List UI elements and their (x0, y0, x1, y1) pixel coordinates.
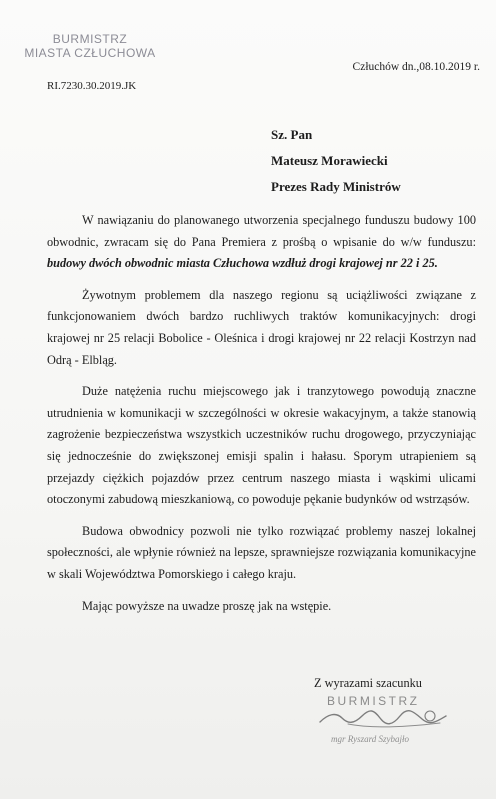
addressee-name: Mateusz Morawiecki (271, 153, 388, 168)
addressee-position: Prezes Rady Ministrów (271, 179, 401, 194)
paragraph-1 (47, 210, 476, 275)
stamp-line-1: BURMISTRZ (52, 32, 128, 46)
signer-name: mgr Ryszard Szybajło (331, 734, 410, 744)
paragraph-4: Budowa obwodnicy pozwoli nie tylko rozwiązać problemy naszej lokalnej społeczności, ale wpłynie również na lepsze, sprawniejsze rozwiązania komunikacyjne w skali Województwa Pomorskiego i całego kraju. (47, 523, 476, 581)
stamp-line-2: MIASTA CZŁUCHOWA (24, 46, 156, 60)
paragraph-2: Żywotnym problemem dla naszego regionu są uciążliwości związane z funkcjonowaniem dwóch bardzo ruchliwych traktów komunikacyjnych: drogi krajowej nr 25 relacji Bobolice - Oleśnica i drogi krajowej nr 22 relacji Kostrzyn nad Odrą - Elbląg. (47, 287, 476, 367)
office-stamp (10, 32, 170, 60)
paragraph-3: Duże natężenia ruchu miejscowego jak i tranzytowego powodują znaczne utrudnienia w komunikacji w szczególności w okresie wakacyjnym, a także stanowią zagrożenie bezpieczeństwa wszystkich uczestników ruchu drogowego, przyczyniając się jednocześnie do zwiększonej emisji spalin i hałasu. Sporym utrapieniem są przejazdy ciężkich pojazdów przez centrum naszego miasta i wąskimi ulicami otoczonymi zabudową mieszkaniową, co powoduje pękanie budynków od wstrząsów. (47, 384, 476, 507)
closing-regards: Z wyrazami szacunku (314, 676, 422, 690)
paragraph-1-emphasis: budowy dwóch obwodnic miasta Człuchowa wzdłuż drogi krajowej nr 22 i 25. (47, 256, 438, 271)
handwritten-signature (318, 704, 448, 732)
addressee-salutation: Sz. Pan (271, 127, 313, 142)
addressee-block (271, 122, 401, 200)
seal-title: BURMISTRZ (327, 694, 420, 708)
letter-date: Człuchów dn.,08.10.2019 r. (352, 61, 480, 73)
paragraph-1-text: W nawiązaniu do planowanego utworzenia specjalnego funduszu budowy 100 obwodnic, zwracam się do Pana Premiera z prośbą o wpisanie do w/w funduszu: (47, 213, 476, 249)
letter-body (47, 210, 476, 627)
reference-number: RI.7230.30.2019.JK (47, 80, 137, 92)
paragraph-5: Mając powyższe na uwadze proszę jak na wstępie. (82, 598, 332, 613)
